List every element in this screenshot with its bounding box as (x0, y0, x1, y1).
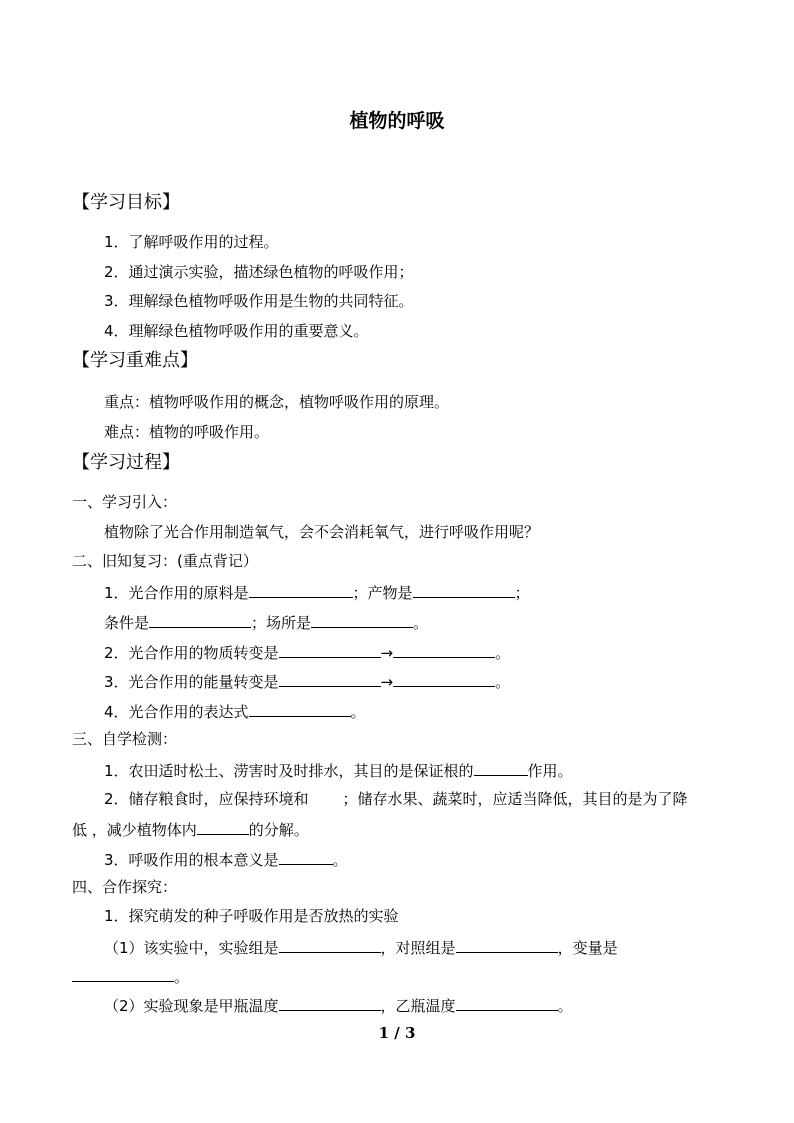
self-check-title: 三、自学检测： (72, 730, 178, 748)
arrow-glyph: → (380, 673, 394, 691)
review-question-1 (104, 581, 530, 603)
self-check-q2-text-b: ；储存水果、蔬菜时，应适当降低，其目的是为了降 (342, 790, 688, 808)
explore-title: 四、合作探究： (72, 878, 178, 896)
process-heading: 【学习过程】 (72, 452, 180, 473)
answer-blank[interactable] (413, 581, 515, 598)
answer-blank[interactable] (149, 611, 251, 628)
review-q4-text: 4．光合作用的表达式 (104, 703, 249, 721)
answer-blank[interactable] (72, 965, 174, 982)
self-check-q2-text-c: 低 ，减少植物体内 (72, 821, 197, 839)
explore-sub1-text-c: ，变量是 (557, 939, 618, 957)
answer-blank[interactable] (393, 641, 495, 658)
page-title: 植物的呼吸 (349, 110, 445, 132)
intro-title: 一、学习引入： (72, 493, 178, 511)
review-q1-text-e: ；场所是 (251, 614, 312, 632)
review-q1-text-c: ； (514, 584, 530, 602)
self-check-question-2-cont (72, 818, 309, 840)
self-check-question-1 (104, 759, 573, 781)
explore-sub1-text-a: （1）该实验中，实验组是 (104, 939, 279, 957)
self-check-q1-text-a: 1．农田适时松土、涝害时及时排水，其目的是保证根的 (104, 762, 474, 780)
explore-sub-1 (104, 936, 618, 958)
self-check-question-3 (104, 848, 348, 870)
answer-blank[interactable] (279, 670, 381, 687)
page-number: 1 / 3 (378, 1024, 416, 1042)
answer-blank[interactable] (249, 581, 353, 598)
review-q1-text-b: ；产物是 (352, 584, 413, 602)
self-check-q3-text-b: 。 (332, 851, 348, 869)
goal-item-3: 3．理解绿色植物呼吸作用是生物的共同特征。 (104, 292, 414, 310)
difficulty-line: 难点：植物的呼吸作用。 (104, 423, 270, 441)
answer-blank[interactable] (393, 670, 495, 687)
period: 。 (495, 673, 511, 691)
review-question-1-cont (104, 611, 428, 633)
answer-blank[interactable] (279, 641, 381, 658)
intro-text: 植物除了光合作用制造氧气，会不会消耗氧气，进行呼吸作用呢？ (104, 523, 540, 541)
goal-item-1: 1．了解呼吸作用的过程。 (104, 233, 279, 251)
self-check-question-2 (104, 789, 688, 809)
review-q1-text-a: 1．光合作用的原料是 (104, 584, 249, 602)
answer-blank[interactable] (311, 611, 413, 628)
explore-sub2-text-b: ，乙瓶温度 (380, 997, 456, 1015)
answer-blank[interactable] (456, 994, 558, 1011)
review-question-4 (104, 700, 366, 722)
self-check-q2-text-d: 的分解。 (248, 821, 309, 839)
explore-sub2-text-a: （2）实验现象是甲瓶温度 (104, 997, 279, 1015)
key-points-heading: 【学习重难点】 (72, 350, 198, 371)
answer-blank[interactable] (249, 700, 351, 717)
goal-item-4: 4．理解绿色植物呼吸作用的重要意义。 (104, 322, 369, 340)
period: 。 (495, 644, 511, 662)
answer-blank[interactable] (279, 848, 333, 865)
explore-sub1-text-d: 。 (174, 968, 190, 986)
goal-item-2: 2．通过演示实验，描述绿色植物的呼吸作用； (104, 263, 414, 281)
review-q2-text: 2．光合作用的物质转变是 (104, 644, 279, 662)
review-q3-text: 3．光合作用的能量转变是 (104, 673, 279, 691)
explore-sub-2 (104, 994, 573, 1016)
answer-blank[interactable] (197, 818, 249, 835)
answer-blank[interactable] (279, 936, 381, 953)
explore-sub-1-cont (72, 965, 189, 987)
explore-sub1-text-b: ，对照组是 (380, 939, 456, 957)
review-question-3 (104, 670, 510, 692)
self-check-q2-text-a: 2．储存粮食时，应保持环境和 (104, 790, 309, 808)
explore-sub2-text-c: 。 (557, 997, 573, 1015)
review-question-2 (104, 641, 510, 663)
goals-heading: 【学习目标】 (72, 192, 180, 213)
answer-blank[interactable] (456, 936, 558, 953)
review-q1-text-f: 。 (413, 614, 429, 632)
review-title: 二、旧知复习：(重点背记） (72, 552, 258, 570)
review-q1-text-d: 条件是 (104, 614, 150, 632)
arrow-glyph: → (380, 644, 394, 662)
answer-blank[interactable] (279, 994, 381, 1011)
self-check-q1-text-b: 作用。 (527, 762, 573, 780)
period: 。 (350, 703, 366, 721)
explore-item-1: 1．探究萌发的种子呼吸作用是否放热的实验 (104, 907, 399, 925)
answer-blank[interactable] (474, 759, 528, 776)
self-check-q3-text-a: 3．呼吸作用的根本意义是 (104, 851, 279, 869)
focus-line: 重点：植物呼吸作用的概念，植物呼吸作用的原理。 (104, 393, 450, 411)
